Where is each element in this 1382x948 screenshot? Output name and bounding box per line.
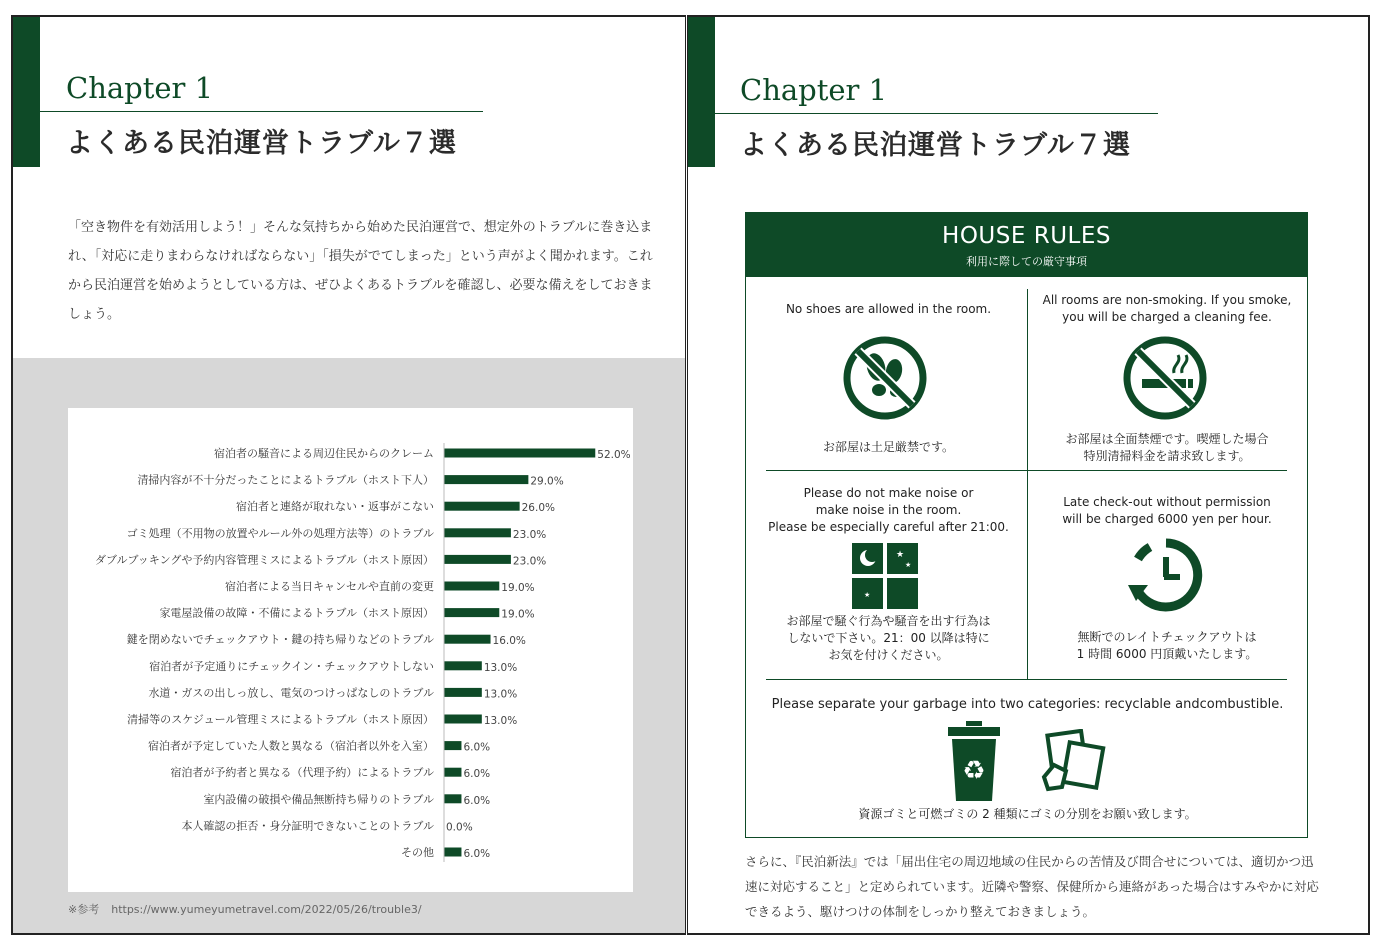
- outro-paragraph: さらに、『民泊新法』では「届出住宅の周辺地域の住民からの苦情及び問合せについては、適切かつ迅速に対応すること」と定められています。近隣や警察、保健所から連絡があった場合はすみやかに対応できるよう、駆けつけの体制をしっかり整えておきましょう。: [745, 854, 1319, 919]
- category-label: ゴミ処理（不用物の放置やルール外の処理方法等）のトラブル: [126, 526, 434, 540]
- rule-noise-en: Please do not make noise or make noise in the room. Please be especially careful after 21:00.: [768, 486, 1009, 534]
- bar: [444, 528, 511, 537]
- grid-divider-horizontal: [766, 679, 1287, 680]
- bar: [444, 555, 511, 564]
- data-label: 26.0%: [521, 502, 555, 515]
- category-label: 室内設備の破損や備品無断持ち帰りのトラブル: [203, 792, 434, 806]
- data-label: 6.0%: [463, 794, 491, 807]
- bar: [444, 768, 461, 777]
- data-label: 52.0%: [597, 449, 631, 461]
- bar: [444, 449, 595, 458]
- house-rules-header: [746, 213, 1307, 277]
- rule-garbage-en: Please separate your garbage into two categories: recyclable andcombustible.: [771, 697, 1284, 712]
- category-label: 宿泊者が予定していた人数と異なる（宿泊者以外を入室）: [148, 739, 434, 753]
- data-label: 0.0%: [446, 821, 473, 834]
- bar: [444, 502, 520, 511]
- category-label: ダブルブッキングや予約内容管理ミスによるトラブル（ホスト原因）: [94, 553, 434, 567]
- bar: [444, 582, 499, 591]
- bar: [444, 741, 461, 750]
- category-label: 宿泊者が予定通りにチェックイン・チェックアウトしない: [149, 659, 434, 673]
- data-label: 13.0%: [483, 688, 518, 701]
- source-prefix: ※参考: [68, 903, 100, 916]
- night-window-icon: [852, 543, 918, 609]
- house-rules-subtitle: 利用に際しての厳守事項: [966, 255, 1087, 268]
- house-rules-panel: [745, 212, 1308, 838]
- chapter-accent-bar: [13, 17, 40, 167]
- category-label: その他: [401, 846, 434, 859]
- chapter-divider: [688, 113, 1158, 114]
- bar: [444, 794, 461, 803]
- rule-checkout-jp: 無断でのレイトチェックアウトは 1 時間 6000 円頂戴いたします。: [1076, 630, 1258, 661]
- grid-divider-vertical: [1027, 289, 1028, 679]
- bar: [444, 715, 482, 724]
- chapter-label: Chapter 1: [66, 71, 214, 105]
- data-label: 13.0%: [483, 715, 518, 727]
- right-page: [687, 15, 1370, 935]
- rule-noise-jp: お部屋で騒ぐ行為や騒音を出す行為は しないで下さい。21：00 以降は特に お気を付けください。: [786, 614, 991, 662]
- category-label: 宿泊者が予約者と異なる（代理予約）によるトラブル: [170, 766, 434, 780]
- rule-smoking-en: All rooms are non-smoking. If you smoke, you will be charged a cleaning fee.: [1042, 293, 1292, 324]
- category-label: 水道・ガスの出しっ放し、電気のつけっぱなしのトラブル: [148, 686, 434, 700]
- data-label: 23.0%: [512, 555, 547, 568]
- source-note: [68, 901, 434, 917]
- no-smoking-icon: [1122, 335, 1208, 421]
- clock-icon: [1126, 535, 1206, 615]
- left-page: [11, 15, 686, 935]
- svg-text:♻: ♻: [962, 756, 986, 786]
- intro-paragraph: 「空き物件を有効活用しよう！」そんな気持ちから始めた民泊運営で、想定外のトラブルに巻き込まれ、「対応に走りまわらなければならない」「損失がでてしまった」という声がよく聞かれます。これから民泊運営を始めようとしている方は、ぜひよくあるトラブルを確認し、必要な備えをしておきましょう。: [68, 220, 653, 322]
- rule-checkout-en: Late check-out without permission will be charged 6000 yen per hour.: [1062, 495, 1272, 526]
- grid-divider-horizontal: [766, 470, 1287, 471]
- no-shoes-icon: [842, 335, 928, 421]
- category-label: 清掃内容が不十分だったことによるトラブル（ホスト下人）: [137, 473, 434, 487]
- data-label: 19.0%: [501, 582, 535, 594]
- svg-text:★: ★: [896, 550, 905, 560]
- data-label: 6.0%: [463, 848, 491, 860]
- svg-text:★: ★: [905, 561, 912, 569]
- bar: [444, 848, 461, 857]
- category-label: 家電屋設備の故障・不備によるトラブル（ホスト原因）: [159, 606, 434, 620]
- category-label: 鍵を閉めないでチェックアウト・鍵の持ち帰りなどのトラブル: [126, 633, 434, 647]
- bar: [444, 475, 528, 484]
- combustible-trash-icon: [1040, 729, 1106, 795]
- page-title: よくある民泊運営トラブル７選: [66, 128, 457, 159]
- chapter-divider: [40, 111, 483, 112]
- data-label: 23.0%: [512, 528, 547, 541]
- trouble-bar-chart: [68, 408, 633, 892]
- house-rules-title: HOUSE RULES: [942, 223, 1111, 249]
- data-label: 6.0%: [463, 741, 491, 754]
- bar: [444, 635, 491, 644]
- rule-shoes-en: No shoes are allowed in the room.: [785, 302, 992, 316]
- svg-text:★: ★: [864, 591, 871, 599]
- source-url[interactable]: https://www.yumeyumetravel.com/2022/05/26/trouble3/: [111, 903, 422, 916]
- bar: [444, 661, 482, 670]
- data-label: 16.0%: [492, 635, 526, 648]
- page-title: よくある民泊運営トラブル７選: [740, 130, 1131, 161]
- chart-card: [68, 408, 633, 892]
- bar: [444, 688, 482, 697]
- data-label: 13.0%: [483, 661, 518, 674]
- rule-garbage-jp: 資源ゴミと可燃ゴミの 2 種類にゴミの分別をお願い致します。: [858, 807, 1197, 821]
- chapter-label: Chapter 1: [740, 73, 888, 107]
- category-label: 本人確認の拒否・身分証明できないことのトラブル: [181, 819, 434, 833]
- category-label: 宿泊者と連絡が取れない・返事がこない: [236, 500, 434, 514]
- rule-shoes-jp: お部屋は土足厳禁です。: [822, 440, 955, 454]
- bar: [444, 608, 499, 617]
- chart-panel: [13, 358, 686, 935]
- data-label: 6.0%: [463, 768, 491, 781]
- data-label: 19.0%: [501, 608, 535, 621]
- chapter-accent-bar: [688, 17, 715, 167]
- category-label: 清掃等のスケジュール管理ミスによるトラブル（ホスト原因）: [127, 713, 434, 726]
- rule-smoking-jp: お部屋は全面禁煙です。喫煙した場合 特別清掃料金を請求致します。: [1065, 432, 1269, 463]
- category-label: 宿泊者の騒音による周辺住民からのクレーム: [214, 447, 434, 460]
- recycle-bin-icon: [946, 721, 1002, 803]
- category-label: 宿泊者による当日キャンセルや直前の変更: [225, 580, 434, 593]
- data-label: 29.0%: [530, 475, 564, 488]
